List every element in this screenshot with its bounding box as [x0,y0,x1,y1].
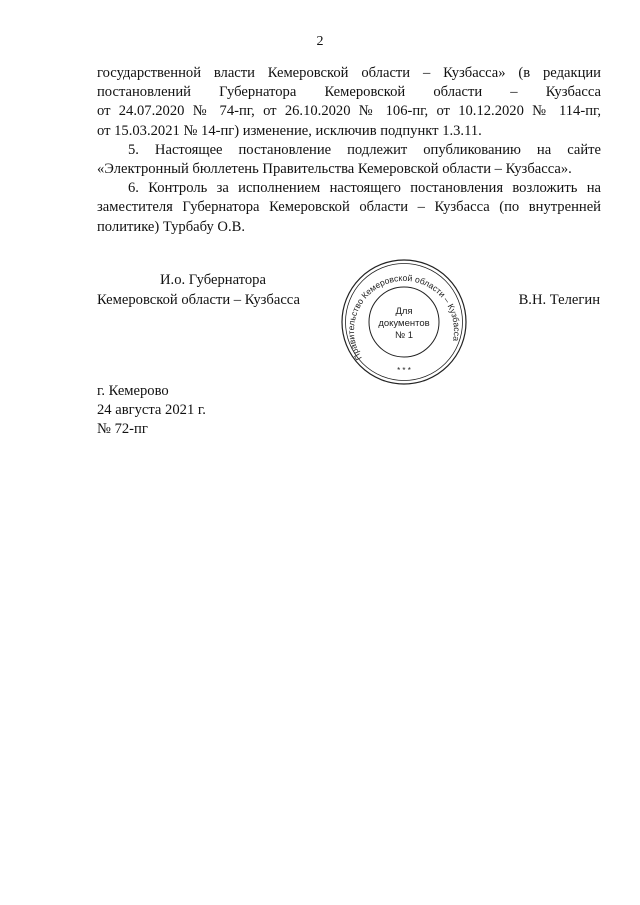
official-seal [340,258,468,386]
document-number: № 72-пг [97,421,148,438]
seal-center-line1: Для [395,306,413,317]
seal-ring-text: Правительство Кемеровской области – Кузбасса [345,272,463,363]
seal-center-line3: № 1 [394,330,414,341]
paragraph-line: 5. Настоящее постановление подлежит опубликованию на сайте [128,141,601,158]
paragraph-line: политике) Турбабу О.В. [97,218,245,235]
date-line: 24 августа 2021 г. [97,402,206,419]
seal-stars: * * * [397,366,411,375]
paragraph-line: от 24.07.2020 № 74-пг, от 26.10.2020 № 106-пг, от 10.12.2020 № 114-пг, [97,103,601,120]
paragraph-line: постановлений Губернатора Кемеровской области – Кузбасса [97,84,601,101]
page-number: 2 [316,34,324,49]
paragraph-line: «Электронный бюллетень Правительства Кемеровской области – Кузбасса». [97,161,572,178]
city-line: г. Кемерово [97,383,169,399]
body-text [97,64,601,237]
seal-center-line2: документов [378,318,430,329]
signatory-region: Кемеровской области – Кузбасса [97,292,300,308]
paragraph-line: государственной власти Кемеровской области – Кузбасса» (в редакции [97,65,601,81]
document-footer [97,382,206,440]
signatory-title: И.о. Губернатора [160,272,266,288]
paragraph-line: от 15.03.2021 № 14-пг) изменение, исключив подпункт 1.3.11. [97,122,482,139]
paragraph-line: 6. Контроль за исполнением настоящего постановления возложить на [128,180,601,197]
signatory-name: В.Н. Телегин [518,292,600,308]
paragraph-line: заместителя Губернатора Кемеровской области – Кузбасса (по внутренней [97,199,601,216]
